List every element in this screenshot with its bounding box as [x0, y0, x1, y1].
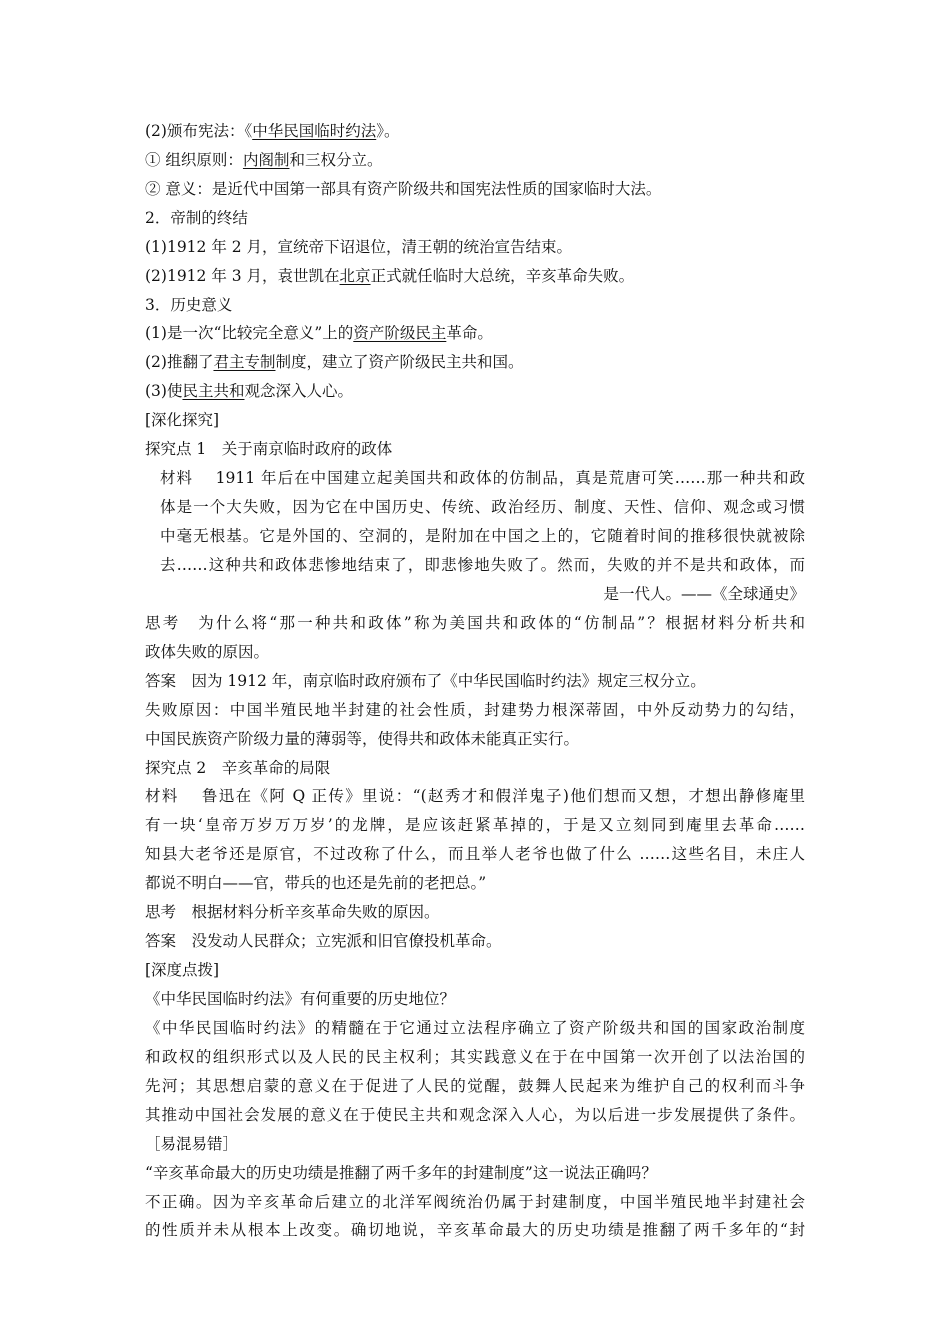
answer-text: 中国民族资产阶级力量的薄弱等，使得共和政体未能真正实行。	[145, 730, 580, 748]
question-text: “辛亥革命最大的历史功绩是推翻了两千多年的封建制度”这一说法正确吗？	[145, 1164, 657, 1182]
material-source: 是一代人。——《全球通史》	[603, 585, 805, 603]
question-text: 思考 根据材料分析辛亥革命失败的原因。	[145, 903, 440, 921]
explanation-text: 和政权的组织形式以及人民的民主权利；其实践意义在于在中国第一次开创了以法治国的	[145, 1048, 805, 1066]
question-text: 《中华民国临时约法》有何重要的历史地位？	[145, 990, 456, 1008]
para-constitution: (2)颁布宪法：《中华民国临时约法》。	[145, 122, 400, 140]
material-text: 体是一个大失败，因为它在中国历史、传统、政治经历、制度、天性、信仰、观念或习惯	[160, 498, 805, 516]
section-heading: 2．帝制的终结	[145, 209, 248, 227]
underlined-term: 内阁制	[242, 151, 290, 169]
underlined-term: 民主共和	[182, 382, 245, 400]
material-text: 知县大老爷还是原官，不过改称了什么，而且举人老爷也做了什么 ……这些名目，未庄人	[145, 845, 805, 863]
text-line: (1)1912 年 2 月，宣统帝下诏退位，清王朝的统治宣告结束。	[145, 238, 573, 256]
material-text: 有一块‘皇帝万岁万万岁’的龙牌，是应该赶紧革掉的，于是又立刻同到庵里去革命……	[145, 816, 805, 834]
text-line: (2)推翻了君主专制制度，建立了资产阶级民主共和国。	[145, 353, 524, 371]
question-text: 思考 为什么将“那一种共和政体”称为美国共和政体的“仿制品”？根据材料分析共和	[145, 614, 805, 632]
para-significance: ② 意义：是近代中国第一部具有资产阶级共和国宪法性质的国家临时大法。	[145, 180, 662, 198]
para-organization: ① 组织原则：内阁制和三权分立。	[145, 151, 383, 169]
inquiry-heading: 探究点 1 关于南京临时政府的政体	[145, 440, 393, 458]
material-text: 都说不明白——官，带兵的也还是先前的老把总。”	[145, 874, 487, 892]
section-tag: [深度点拨]	[145, 961, 220, 979]
answer-text: 失败原因：中国半殖民地半封建的社会性质，封建势力根深蒂固，中外反动势力的勾结，	[145, 701, 805, 719]
answer-text: 答案 没发动人民群众；立宪派和旧官僚投机革命。	[145, 932, 502, 950]
underlined-term: 北京	[339, 267, 371, 285]
material-text: 材料 1911 年后在中国建立起美国共和政体的仿制品，真是荒唐可笑……那一种共和政	[160, 469, 805, 487]
explanation-text: 不正确。因为辛亥革命后建立的北洋军阀统治仍属于封建制度，中国半殖民地半封建社会	[145, 1193, 805, 1211]
material-text: 中毫无根基。它是外国的、空洞的，是附加在中国之上的，它随着时间的推移很快就被除	[160, 527, 805, 545]
question-text: 政体失败的原因。	[145, 643, 270, 661]
text-line: (2)1912 年 3 月，袁世凯在北京正式就任临时大总统，辛亥革命失败。	[145, 267, 635, 285]
material-text: 去……这种共和政体悲惨地结束了，即悲惨地失败了。然而，失败的并不是共和政体，而	[160, 556, 805, 574]
underlined-term: 资产阶级民主	[353, 324, 447, 342]
section-heading: 3．历史意义	[145, 296, 233, 314]
section-tag: [深化探究]	[145, 411, 220, 429]
explanation-text: 《中华民国临时约法》的精髓在于它通过立法程序确立了资产阶级共和国的国家政治制度	[145, 1019, 805, 1037]
text-line: (3)使民主共和观念深入人心。	[145, 382, 353, 400]
answer-text: 答案 因为 1912 年，南京临时政府颁布了《中华民国临时约法》规定三权分立。	[145, 672, 706, 690]
underlined-term: 君主专制	[213, 353, 276, 371]
text-line: (1)是一次“比较完全意义”上的资产阶级民主革命。	[145, 324, 493, 342]
inquiry-heading: 探究点 2 辛亥革命的局限	[145, 759, 331, 777]
explanation-text: 的性质并未从根本上改变。确切地说，辛亥革命最大的历史功绩是推翻了两千多年的“封	[145, 1221, 805, 1239]
section-tag: ［易混易错］	[145, 1135, 239, 1153]
explanation-text: 其推动中国社会发展的意义在于使民主共和观念深入人心，为以后进一步发展提供了条件。	[145, 1106, 805, 1124]
material-text: 材料 鲁迅在《阿 Q 正传》里说：“(赵秀才和假洋鬼子)他们想而又想，才想出静修庵里	[145, 787, 805, 805]
underlined-term: 中华民国临时约法	[252, 122, 377, 140]
explanation-text: 先河；其思想启蒙的意义在于促进了人民的觉醒，鼓舞人民起来为维护自己的权利而斗争	[145, 1077, 805, 1095]
